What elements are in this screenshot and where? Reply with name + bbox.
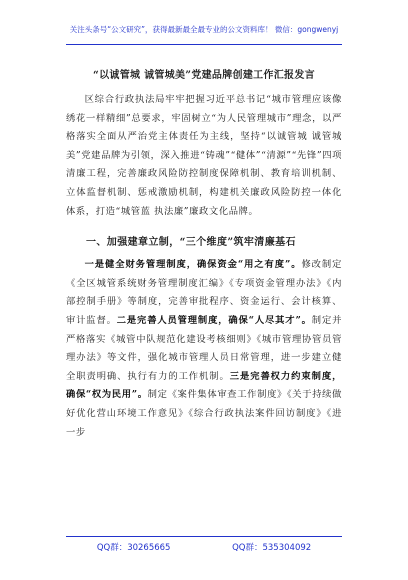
point-three-heading: 三是完善权力约束制度，确保“权为民用”。 [66, 370, 342, 401]
footer-bar [66, 536, 342, 553]
point-three-text: 制定《案件集体审查工作制度》《关于持续做好优化营山环境工作意见》《综合行政执法案件回访制度》《进一步 [66, 389, 342, 438]
point-two-text: 制定并严格落实《城管中队规范化建设考核细则》《城市管理协管员管理办法》等文件，强化城市管理人员日常管理，进一步建立健全职责明确、执行有力的工作机制。 [66, 314, 342, 382]
document-title: “以诚管城 诚管城美”党建品牌创建工作汇报发言 [93, 70, 315, 81]
body-paragraph [66, 256, 342, 442]
intro-paragraph: 区综合行政执法局牢牢把握习近平总书记“城市管理应该像绣花一样精细”总要求，牢固树立“为人民管理城市”理念，以严格落实全面从严治党主体责任为主线，坚持“以诚管城 诚管城美”党建品牌为引领，深入推进“铸魂”“健体”“清源”“先锋”四项清廉工程，完善廉政风险防控制度保障机制、教育培训机制、立体监督机制、惩戒激励机制，构建机关廉政风险防控一体化体系，打造“城管蓝 执法廉”廉政文化品牌。 [66, 94, 342, 217]
point-one-text: 修改制定《全区城管系统财务管理制度汇编》《专项资金管理办法》《内部控制手册》等制度，完善审批程序、资金运行、会计核算、审计监督。 [66, 259, 342, 326]
qq-group-1: QQ群：30265665 [96, 543, 171, 553]
point-one-heading: 一是健全财务管理制度，确保资金“用之有度”。 [84, 259, 302, 271]
document-body [66, 66, 342, 442]
promo-banner: 关注头条号“公文研究”，获得最新最全最专业的公文资料库！ 微信：gongwenyj [69, 25, 339, 34]
section-heading: 一、加强建章立制，“三个维度”筑牢清廉基石 [86, 237, 296, 249]
point-two-heading: 二是完善人员管理制度，确保“人尽其才”。 [116, 314, 312, 326]
header-divider [66, 44, 342, 45]
qq-group-2: QQ群：535304092 [232, 543, 312, 553]
